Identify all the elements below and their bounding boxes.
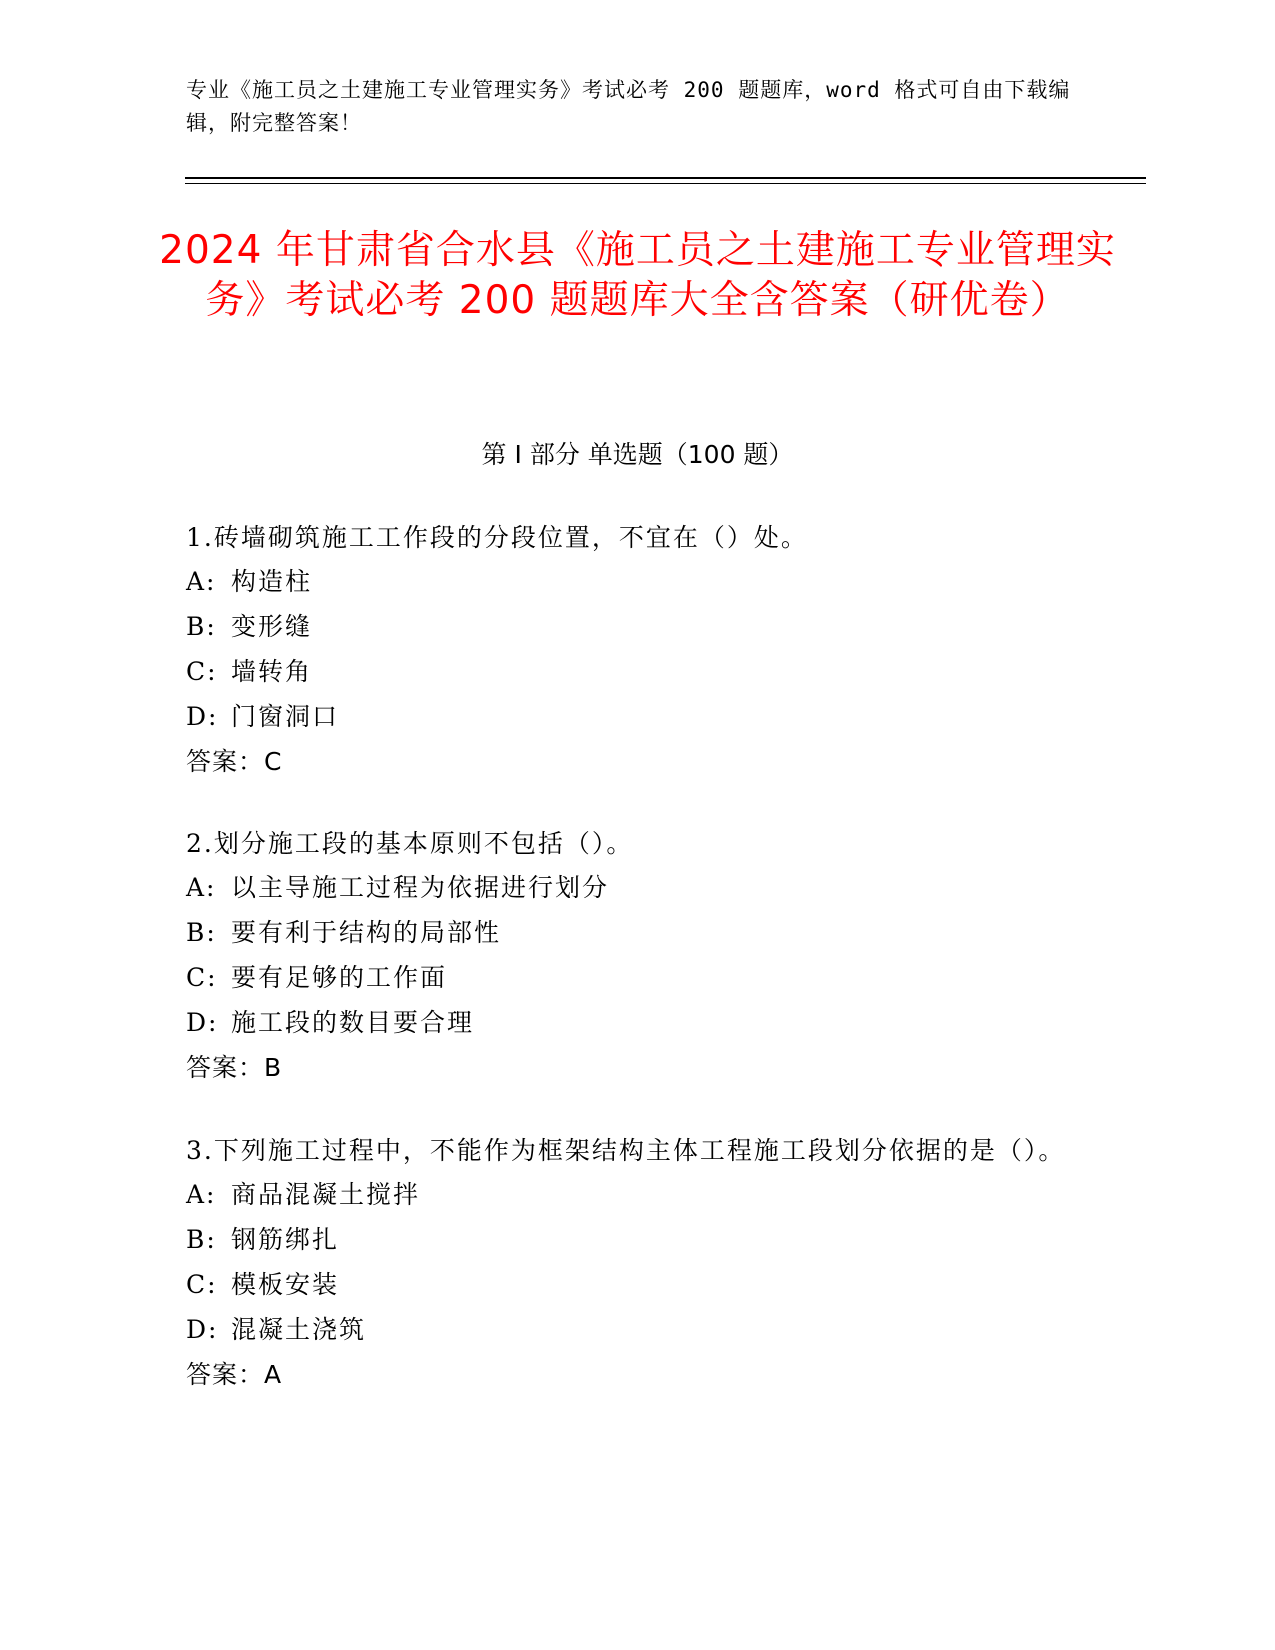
option-d [186,1000,1066,1045]
option-text: 钢筋绑扎 [231,1225,340,1254]
question-stem: 1.砖墙砌筑施工工作段的分段位置，不宜在（）处。 [186,523,808,552]
option-letter: A: [186,873,217,902]
question-2 [186,823,1066,1090]
option-letter: D: [186,1315,219,1344]
option-d [186,1307,1066,1352]
question-stem: 2.划分施工段的基本原则不包括（）。 [186,829,634,858]
answer: 答案：B [186,1053,283,1082]
option-text: 商品混凝土搅拌 [231,1180,421,1209]
option-a [186,1172,1066,1217]
option-text: 要有足够的工作面 [231,963,448,992]
option-a [186,559,1066,604]
section-title: 第 I 部分 单选题（100 题） [481,440,794,469]
option-c [186,1262,1066,1307]
option-letter: D: [186,1008,219,1037]
header-rule-thin [185,183,1146,184]
option-letter: A: [186,1180,217,1209]
option-text: 变形缝 [231,612,313,641]
option-text: 构造柱 [231,567,313,596]
option-letter: B: [186,1225,217,1254]
question-stem: 3.下列施工过程中，不能作为框架结构主体工程施工段划分依据的是（）。 [186,1136,1066,1165]
option-b [186,910,1066,955]
option-text: 门窗洞口 [231,702,340,731]
option-letter: C: [186,657,218,686]
option-letter: D: [186,702,219,731]
option-letter: C: [186,963,218,992]
option-letter: C: [186,1270,218,1299]
header-rule-thick [185,177,1146,179]
option-letter: B: [186,918,217,947]
option-text: 模板安装 [231,1270,340,1299]
answer: 答案：C [186,747,283,776]
option-b [186,604,1066,649]
header-note: 专业《施工员之土建施工专业管理实务》考试必考 200 题题库，word 格式可自由下载编辑，附完整答案！ [186,78,1071,135]
option-text: 墙转角 [231,657,313,686]
option-a [186,865,1066,910]
option-text: 以主导施工过程为依据进行划分 [231,873,610,902]
document-title: 2024 年甘肃省合水县《施工员之土建施工专业管理实务》考试必考 200 题题库大全含答案（研优卷） [159,228,1116,323]
option-b [186,1217,1066,1262]
option-letter: B: [186,612,217,641]
option-d [186,694,1066,739]
option-text: 要有利于结构的局部性 [231,918,502,947]
answer: 答案：A [186,1360,283,1389]
option-c [186,649,1066,694]
question-1 [186,517,1066,784]
option-c [186,955,1066,1000]
option-text: 混凝土浇筑 [231,1315,367,1344]
question-3 [186,1130,1066,1397]
option-letter: A: [186,567,217,596]
option-text: 施工段的数目要合理 [231,1008,475,1037]
